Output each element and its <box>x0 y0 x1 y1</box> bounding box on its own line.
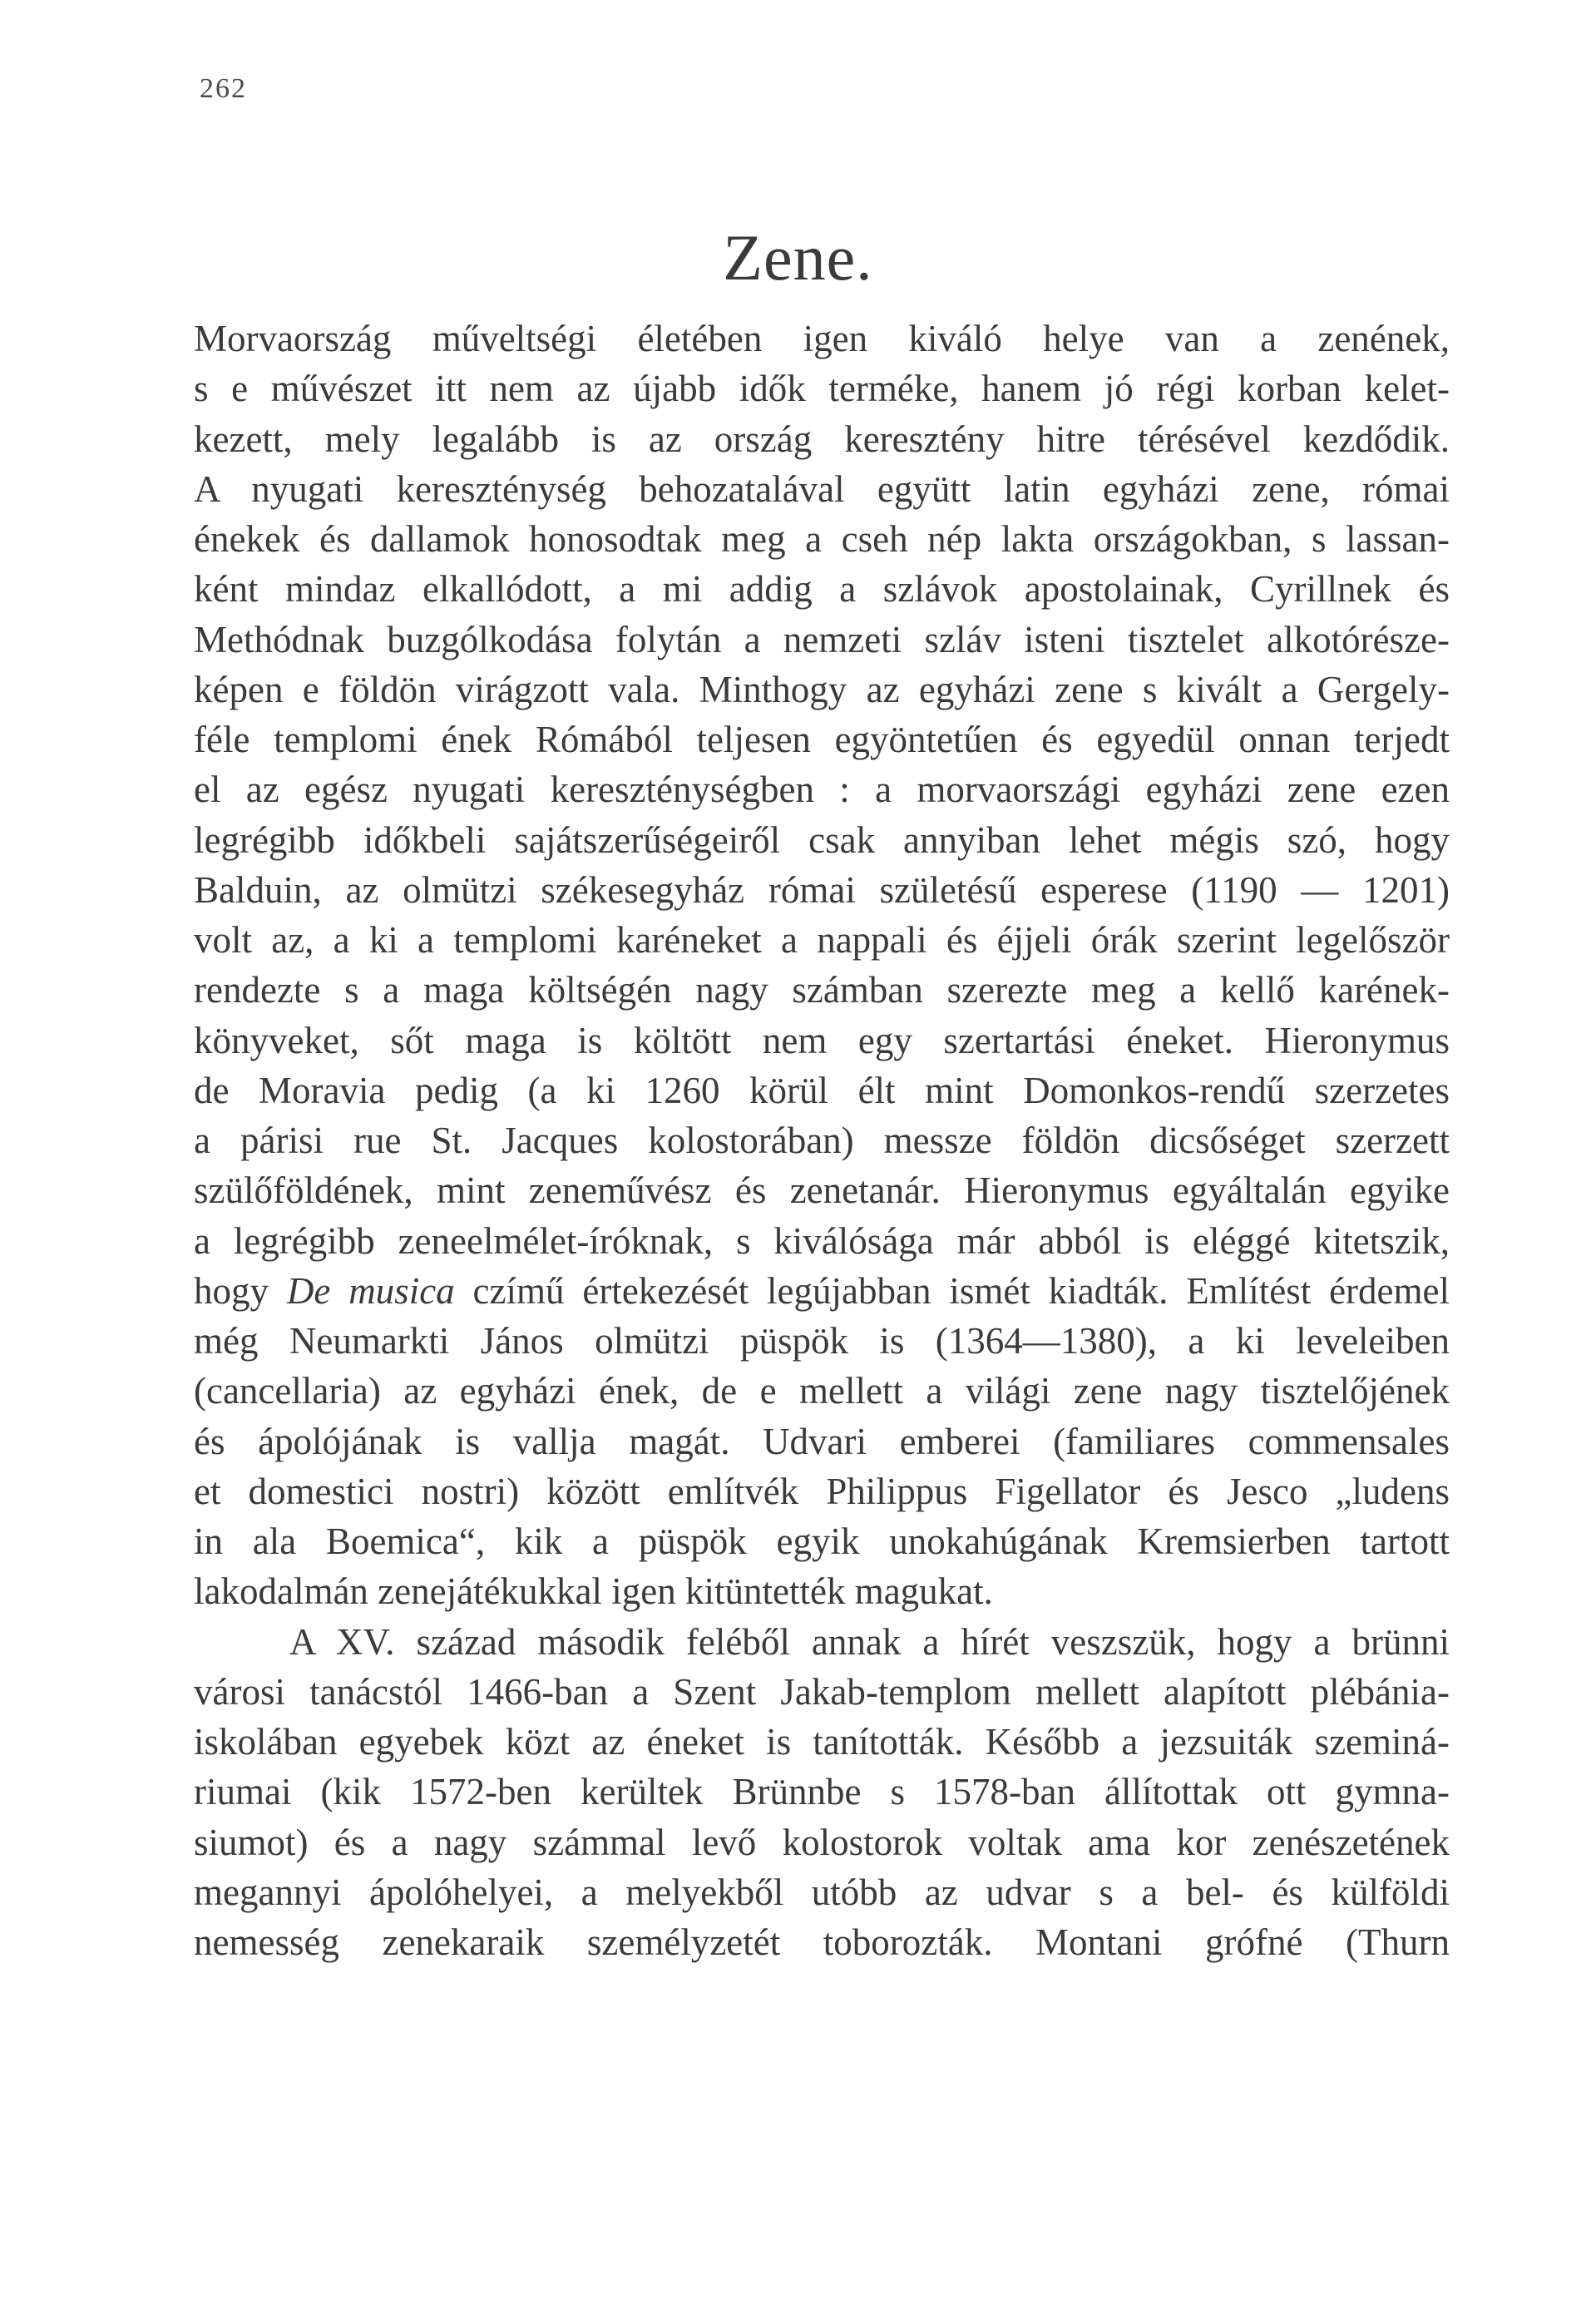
text-line: in ala Boemica“, kik a püspök egyik unokahúgának Kremsierben tartott <box>194 1520 1450 1562</box>
text-line: de Moravia pedig (a ki 1260 körül élt mint Domonkos-rendű szerzetes <box>194 1069 1450 1111</box>
text-line: et domestici nostri) között említvék Philippus Figellator és Jesco „ludens <box>194 1470 1450 1512</box>
text-fragment: hogy <box>194 1269 287 1312</box>
text-line: siumot) és a nagy számmal levő kolostorok voltak ama kor zenészetének <box>194 1821 1450 1863</box>
text-line: féle templomi ének Rómából teljesen egyöntetűen és egyedül onnan terjedt <box>194 719 1450 760</box>
text-fragment: czímű értekezését legújabban ismét kiadták. Említést érdemel <box>454 1269 1450 1312</box>
text-line: nemesség zenekaraik személyzetét toborozták. Montani grófné (Thurn <box>194 1921 1450 1963</box>
text-line: s e művészet itt nem az újabb idők terméke, hanem jó régi korban kelet- <box>194 368 1450 410</box>
text-line: ként mindaz elkallódott, a mi addig a szlávok apostolainak, Cyrillnek és <box>194 568 1450 611</box>
text-line: a párisi rue St. Jacques kolostorában) messze földön dicsőséget szerzett <box>194 1120 1450 1161</box>
text-line: riumai (kik 1572-ben kerültek Brünnbe s 1578-ban állítottak ott gymna- <box>194 1771 1450 1813</box>
text-line: A nyugati kereszténység behozatalával együtt latin egyházi zene, római <box>194 467 1450 510</box>
text-line: szülőföldének, mint zeneművész és zenetanár. Hieronymus egyáltalán egyike <box>194 1169 1450 1212</box>
text-line: volt az, a ki a templomi karéneket a nappali és éjjeli órák szerint legelőször <box>194 919 1450 961</box>
text-line: lakodalmán zenejátékukkal igen kitüntették magukat. <box>194 1570 993 1613</box>
text-line: képen e földön virágzott vala. Minthogy az egyházi zene s kivált a Gergely- <box>194 668 1450 710</box>
text-line: legrégibb időkbeli sajátszerűségeiről csak annyiban lehet mégis szó, hogy <box>194 818 1450 861</box>
text-line: könyveket, sőt maga is költött nem egy szertartási éneket. Hieronymus <box>194 1019 1450 1061</box>
text-line: Balduin, az olmützi székesegyház római születésű esperese (1190 — 1201) <box>194 868 1450 911</box>
work-title: De musica <box>286 1269 455 1312</box>
text-line: (cancellaria) az egyházi ének, de e mellett a világi zene nagy tisztelőjének <box>194 1370 1450 1412</box>
text-line: még Neumarkti János olmützi püspök is (1364—1380), a ki leveleiben <box>194 1320 1450 1362</box>
text-line: rendezte s a maga költségén nagy számban szerezte meg a kellő karének- <box>194 969 1450 1011</box>
text-line: kezett, mely legalább is az ország keresztény hitre térésével kezdődik. <box>194 418 1450 460</box>
body-text <box>194 314 1450 1967</box>
text-line: el az egész nyugati kereszténységben : a morvaországi egyházi zene ezen <box>194 769 1450 811</box>
text-line-with-title <box>194 1266 1450 1316</box>
section-title: Zene. <box>723 221 873 294</box>
text-line: Morvaország műveltségi életében igen kiváló helye van a zenének, <box>194 318 1450 359</box>
text-line: városi tanácstól 1466-ban a Szent Jakab-templom mellett alapított plébánia- <box>194 1670 1450 1713</box>
text-line: iskolában egyebek közt az éneket is tanították. Később a jezsuiták szeminá- <box>194 1721 1450 1763</box>
text-line: és ápolójának is vallja magát. Udvari emberei (familiares commensales <box>194 1420 1450 1462</box>
text-line: Methódnak buzgólkodása folytán a nemzeti szláv isteni tisztelet alkotórésze- <box>194 618 1450 660</box>
text-line: a legrégibb zeneelmélet-íróknak, s kiválósága már abból is eléggé kitetszik, <box>194 1219 1450 1262</box>
text-line: A XV. század második feléből annak a hírét veszszük, hogy a brünni <box>289 1620 1450 1663</box>
page-number: 262 <box>200 73 247 104</box>
text-line: megannyi ápolóhelyei, a melyekből utóbb az udvar s a bel- és külföldi <box>194 1871 1450 1913</box>
text-line: énekek és dallamok honosodtak meg a cseh nép lakta országokban, s lassan- <box>194 518 1450 560</box>
